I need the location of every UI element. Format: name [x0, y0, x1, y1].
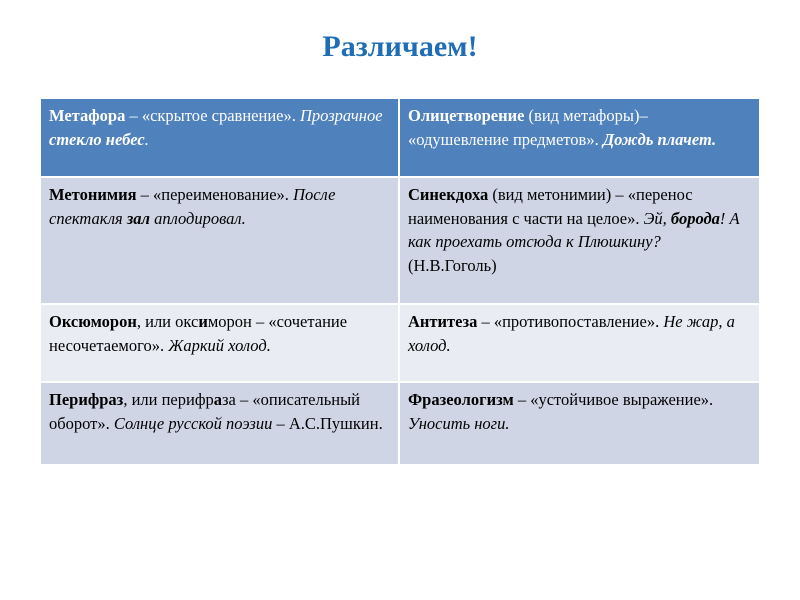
term-name: Метонимия — [49, 185, 137, 204]
table-row — [41, 304, 759, 382]
cell-periphrasis — [41, 382, 399, 464]
text-segment: . — [144, 129, 149, 149]
text-segment: Эй, — [643, 208, 671, 228]
text-segment: После спектакля — [49, 185, 336, 228]
term-name: Перифраз — [49, 390, 124, 409]
cell-metonymy — [41, 177, 399, 304]
text-segment: – «устойчивое выражение». — [513, 390, 714, 409]
text-segment: Дождь плачет. — [602, 129, 717, 149]
text-segment: – «переименование». — [136, 185, 294, 204]
term-name: Синекдоха — [408, 185, 489, 204]
cell-metaphor — [41, 99, 399, 177]
literary-devices-table — [41, 99, 759, 464]
cell-antithesis — [399, 304, 759, 382]
text-segment: – «противопоставление». — [477, 312, 664, 331]
text-segment: Уносить ноги. — [408, 413, 510, 433]
text-segment: аплодировал. — [149, 208, 246, 228]
table-row — [41, 382, 759, 464]
term-name: Фразеологизм — [408, 390, 514, 409]
term-name: Оксюморон — [49, 312, 137, 331]
text-segment: а — [213, 390, 223, 409]
text-segment: – А.С.Пушкин. — [272, 413, 383, 433]
text-segment: – «скрытое сравнение». — [125, 106, 300, 125]
table-row — [41, 177, 759, 304]
text-segment: (вид метафоры)– «одушевление предметов». — [408, 106, 648, 149]
table-row-header — [41, 99, 759, 177]
text-segment: и — [198, 312, 208, 331]
text-segment: , или окс — [136, 312, 199, 331]
cell-synecdoche — [399, 177, 759, 304]
text-segment: Не жар, а холод. — [408, 312, 735, 355]
text-segment: (вид метонимии) – «перенос — [488, 185, 693, 204]
slide-title: Различаем! — [322, 30, 478, 63]
text-segment: Солнце русской поэзии — [113, 413, 273, 433]
text-segment: Прозрачное — [300, 106, 383, 125]
text-segment: ! А как проехать отсюда к Плюшкину? — [408, 208, 740, 251]
cell-phraseologism — [399, 382, 759, 464]
text-segment: Жаркий холод. — [168, 335, 271, 355]
text-segment: наименования с части на целое». — [408, 208, 644, 228]
text-segment: (Н.В.Гоголь) — [408, 255, 497, 275]
text-segment: борода — [670, 208, 720, 228]
text-segment: зал — [126, 208, 150, 228]
term-name: Антитеза — [408, 312, 478, 331]
text-segment: , или перифр — [123, 390, 214, 409]
term-name: Метафора — [49, 106, 126, 125]
term-name: Олицетворение — [408, 106, 525, 125]
cell-personification — [399, 99, 759, 177]
text-segment: за – «описательный оборот». — [49, 390, 360, 433]
cell-oxymoron — [41, 304, 399, 382]
text-segment: морон – «сочетание несочетаемого». — [49, 312, 348, 355]
text-segment: стекло небес — [49, 129, 145, 149]
